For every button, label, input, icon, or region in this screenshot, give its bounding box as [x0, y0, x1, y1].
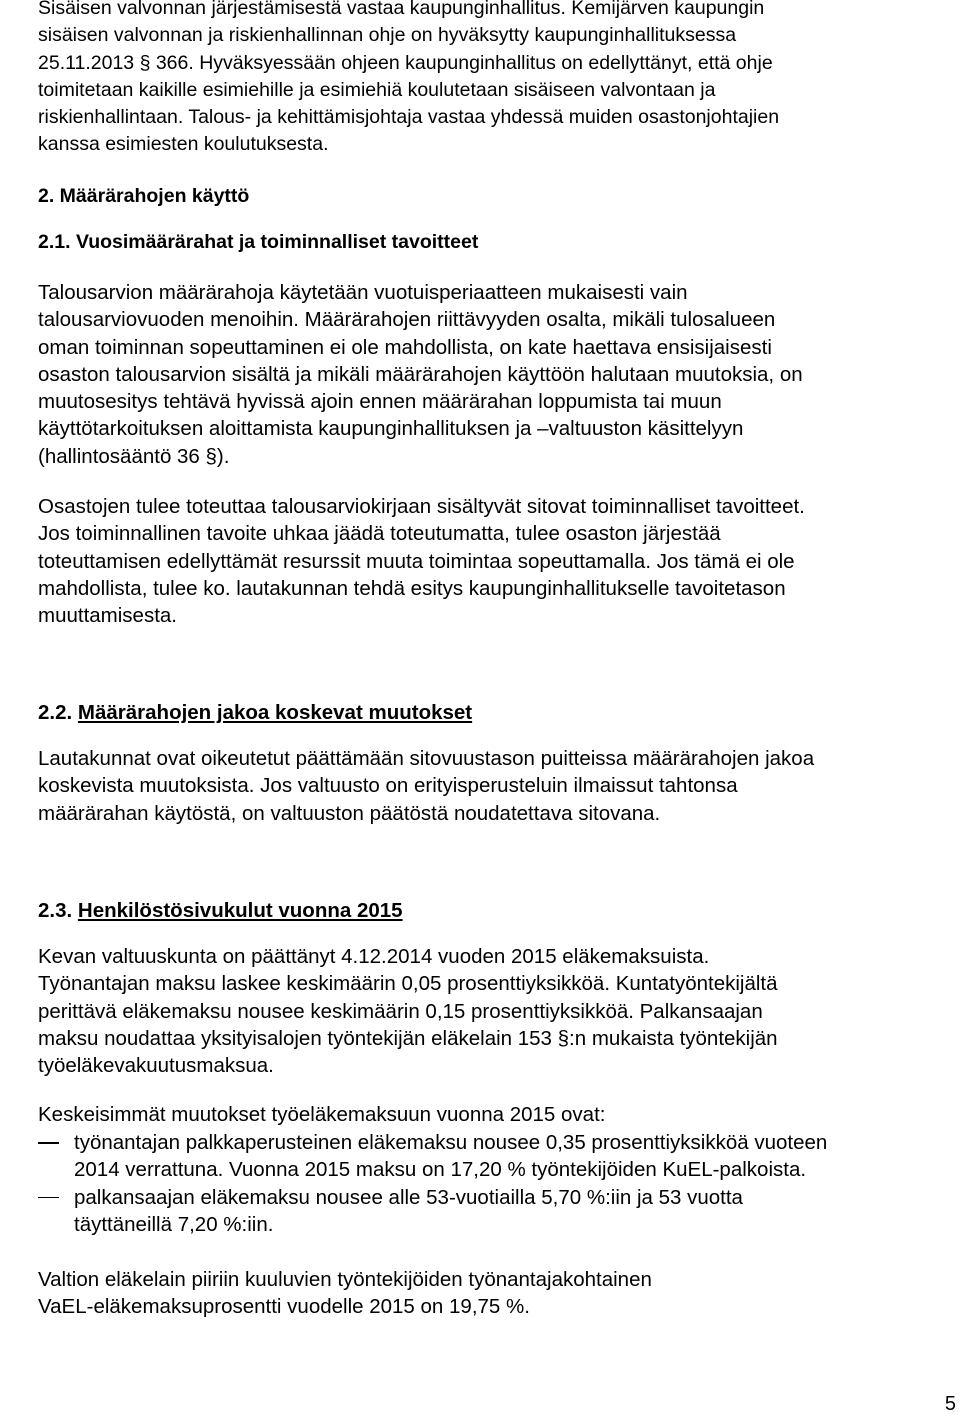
- section-title: Henkilöstösivukulut vuonna 2015: [77, 899, 403, 922]
- text-line: työnantajan palkkaperusteinen eläkemaksu nousee 0,35 prosenttiyksikköä vuoteen: [74, 1131, 828, 1154]
- text-line: toteuttamisen edellyttämät resurssit muuta toimintaa sopeuttamalla. Jos tämä ei ole: [38, 549, 795, 573]
- text-line: sisäisen valvonnan ja riskienhallinnan ohje on hyväksytty kaupunginhallituksessa: [38, 24, 737, 47]
- text-line: Sisäisen valvonnan järjestämisestä vastaa kaupunginhallitus. Kemijärven kaupungin: [38, 0, 765, 19]
- list-item: [38, 1129, 956, 1184]
- list-item: [38, 1184, 956, 1239]
- section-2-2-paragraph: [38, 745, 956, 827]
- section-heading-2-2: [38, 699, 472, 726]
- text-line: mahdollista, tulee ko. lautakunnan tehdä esitys kaupunginhallitukselle tavoitetason: [38, 576, 786, 600]
- text-line: maksu noudattaa yksityisalojen työntekijän eläkelain 153 §:n mukaista työntekijän: [38, 1026, 778, 1050]
- section-2-1-paragraph-2: [38, 493, 956, 629]
- text-line: Talousarvion määrärahoja käytetään vuotuisperiaatteen mukaisesti vain: [38, 281, 688, 304]
- text-line: Lautakunnat ovat oikeutetut päättämään sitovuustason puitteissa määrärahojen jakoa: [38, 747, 815, 770]
- section-heading-2-3: [38, 897, 403, 924]
- changes-list: [38, 1129, 956, 1238]
- text-line: Työnantajan maksu laskee keskimäärin 0,05 prosenttiyksikköä. Kuntatyöntekijältä: [38, 972, 778, 996]
- text-line: 2014 verrattuna. Vuonna 2015 maksu on 17,20 % työntekijöiden KuEL-palkoista.: [74, 1158, 807, 1182]
- text-line: täyttäneillä 7,20 %:iin.: [74, 1212, 274, 1236]
- dash-bullet-icon: [38, 1197, 59, 1199]
- intro-paragraph: [38, 0, 956, 159]
- text-line: (hallintosääntö 36 §).: [38, 444, 230, 468]
- text-line: määrärahan käytöstä, on valtuuston päätöstä noudatettava sitovana.: [38, 801, 661, 825]
- section-heading-2: 2. Määrärahojen käyttö: [38, 185, 250, 207]
- section-2-3-paragraph-2: [38, 1266, 956, 1321]
- text-line: riskienhallintaan. Talous- ja kehittämisjohtaja vastaa yhdessä muiden osastonjohtajien: [38, 106, 780, 129]
- text-line: koskevista muutoksista. Jos valtuusto on erityisperusteluin ilmaissut tahtonsa: [38, 774, 738, 798]
- list-intro: Keskeisimmät muutokset työeläkemaksuun vuonna 2015 ovat:: [38, 1103, 606, 1126]
- text-line: 25.11.2013 § 366. Hyväksyessään ohjeen kaupunginhallitus on edellyttänyt, että ohje: [38, 51, 773, 74]
- text-line: VaEL-eläkemaksuprosentti vuodelle 2015 on 19,75 %.: [38, 1295, 530, 1319]
- section-title: Määrärahojen jakoa koskevat muutokset: [77, 701, 473, 724]
- text-line: käyttötarkoituksen aloittamista kaupunginhallituksen ja –valtuuston käsittelyyn: [38, 417, 744, 441]
- text-line: osaston talousarvion sisältä ja mikäli määrärahojen käyttöön halutaan muutoksia, on: [38, 362, 803, 386]
- dash-bullet-icon: [38, 1142, 59, 1144]
- text-line: palkansaajan eläkemaksu nousee alle 53-vuotiailla 5,70 %:iin ja 53 vuotta: [74, 1185, 743, 1209]
- text-line: oman toiminnan sopeuttaminen ei ole mahdollista, on kate haettava ensisijaisesti: [38, 335, 772, 359]
- text-line: Valtion eläkelain piiriin kuuluvien työntekijöiden työnantajakohtainen: [38, 1268, 652, 1291]
- text-line: Kevan valtuuskunta on päättänyt 4.12.2014 vuoden 2015 eläkemaksuista.: [38, 945, 710, 968]
- text-line: Osastojen tulee toteuttaa talousarviokirjaan sisältyvät sitovat toiminnalliset tavoitteet.: [38, 495, 805, 518]
- section-2-1-paragraph-1: [38, 279, 956, 470]
- section-heading-2-1: 2.1. Vuosimäärärahat ja toiminnalliset tavoitteet: [38, 231, 479, 253]
- text-line: perittävä eläkemaksu nousee keskimäärin 0,15 prosenttiyksikköä. Palkansaajan: [38, 999, 763, 1023]
- text-line: Jos toiminnallinen tavoite uhkaa jäädä toteutumatta, tulee osaston järjestää: [38, 522, 721, 546]
- text-line: toimitetaan kaikille esimiehille ja esimiehiä koulutetaan sisäiseen valvontaan ja: [38, 78, 716, 101]
- section-2-3-paragraph-1: [38, 943, 956, 1079]
- text-line: työeläkevakuutusmaksua.: [38, 1054, 274, 1078]
- text-line: talousarviovuoden menoihin. Määrärahojen riittävyyden osalta, mikäli tulosalueen: [38, 308, 776, 332]
- section-number: 2.3.: [38, 899, 73, 922]
- section-number: 2.2.: [38, 701, 73, 724]
- page-number: 5: [944, 1393, 956, 1415]
- text-line: muuttamisesta.: [38, 604, 177, 628]
- text-line: kanssa esimiesten koulutuksesta.: [38, 133, 329, 156]
- text-line: muutosesitys tehtävä hyvissä ajoin ennen määrärahan loppumista tai muun: [38, 390, 722, 414]
